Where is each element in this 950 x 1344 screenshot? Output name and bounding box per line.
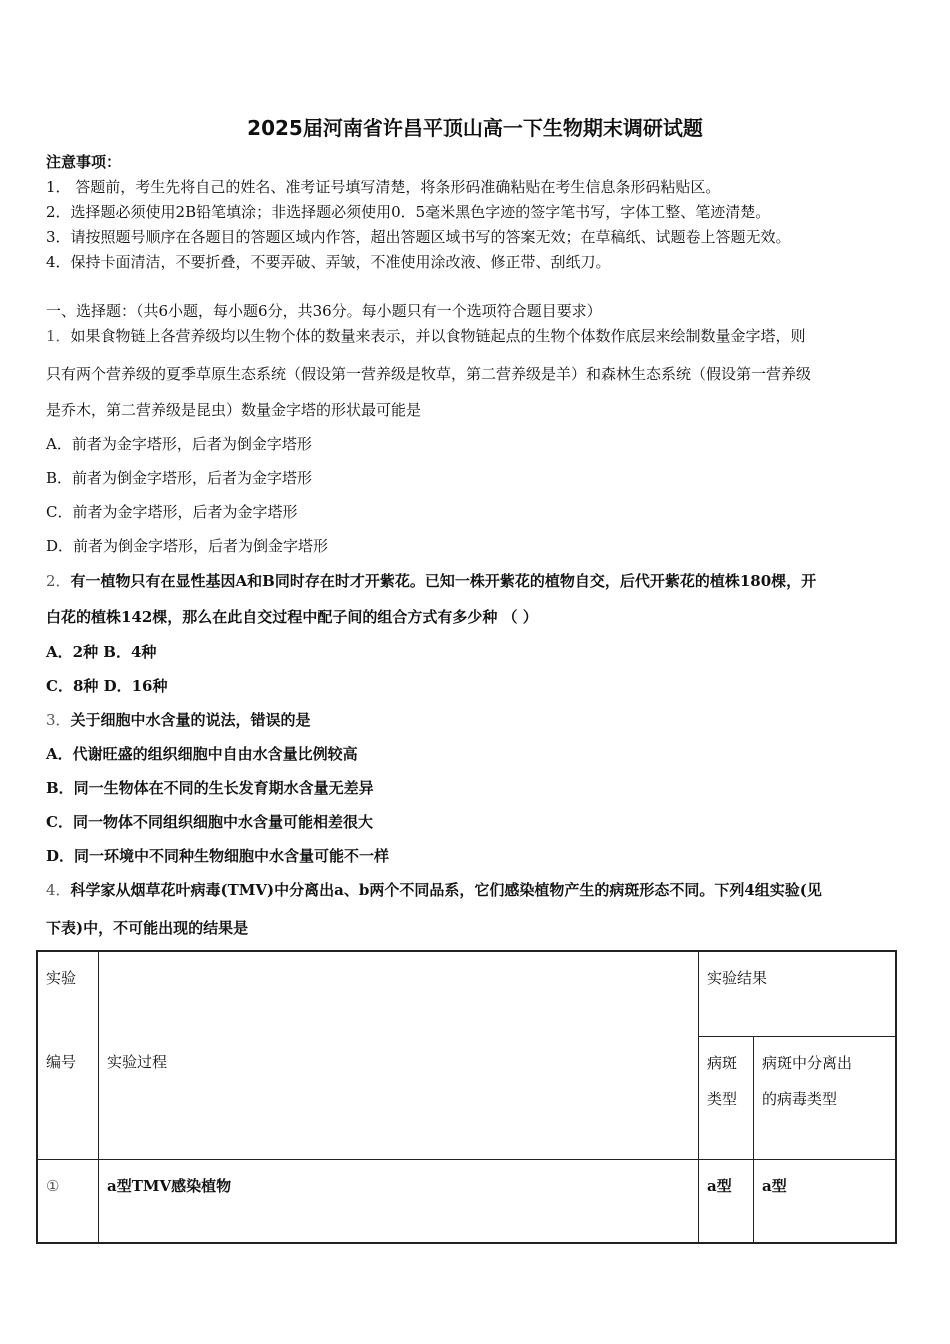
question-number: 2． bbox=[46, 572, 71, 590]
header-virus-type bbox=[754, 1037, 897, 1160]
header-text: 病斑中分离出 bbox=[762, 1054, 853, 1072]
cell-lesion-type: a型 bbox=[699, 1160, 754, 1244]
option: C．前者为金字塔形，后者为金字塔形 bbox=[46, 503, 298, 521]
cell-process: a型TMV感染植物 bbox=[99, 1160, 699, 1244]
header-experiment-process bbox=[99, 951, 699, 1160]
question-4-line bbox=[46, 880, 822, 900]
question-number: 3． bbox=[46, 711, 71, 729]
header-text: 病斑 bbox=[707, 1054, 738, 1072]
question-1-line bbox=[46, 326, 806, 346]
table-row bbox=[37, 1160, 896, 1244]
header-experiment-number bbox=[37, 951, 99, 1160]
question-1-line: 是乔木，第二营养级是昆虫）数量金字塔的形状最可能是 bbox=[46, 401, 422, 419]
header-text: 类型 bbox=[707, 1090, 738, 1108]
question-text: 科学家从烟草花叶病毒(TMV)中分离出a、b两个不同品系，它们感染植物产生的病斑形态不同。下列4组实验(见 bbox=[70, 881, 822, 899]
option: B．同一生物体在不同的生长发育期水含量无差异 bbox=[46, 779, 374, 797]
question-text: 如果食物链上各营养级均以生物个体的数量来表示，并以食物链起点的生物个体数作底层来绘制数量金字塔，则 bbox=[70, 327, 806, 345]
question-3-line bbox=[46, 710, 311, 730]
question-2-line bbox=[46, 571, 816, 591]
header-text: 实验 bbox=[46, 969, 77, 987]
section-heading: 一、选择题：（共6小题，每小题6分，共36分。每小题只有一个选项符合题目要求） bbox=[46, 302, 602, 320]
header-text: 实验过程 bbox=[107, 1053, 168, 1071]
option: A．前者为金字塔形，后者为倒金字塔形 bbox=[46, 435, 312, 453]
option: C．8种 D．16种 bbox=[46, 677, 168, 695]
question-1-line: 只有两个营养级的夏季草原生态系统（假设第一营养级是牧草，第二营养级是羊）和森林生态系统（假设第一营养级 bbox=[46, 365, 812, 383]
option: A．2种 B．4种 bbox=[46, 643, 157, 661]
header-experiment-result: 实验结果 bbox=[699, 951, 897, 1037]
notice-heading: 注意事项： bbox=[46, 153, 122, 171]
option: D．前者为倒金字塔形，后者为倒金字塔形 bbox=[46, 537, 329, 555]
question-text: 有一植物只有在显性基因A和B同时存在时才开紫花。已知一株开紫花的植物自交，后代开紫花的植株180棵，开 bbox=[70, 572, 817, 590]
option: D．同一环境中不同种生物细胞中水含量可能不一样 bbox=[46, 847, 390, 865]
question-2-line: 白花的植株142棵，那么在此自交过程中配子间的组合方式有多少种 （ ） bbox=[46, 608, 538, 626]
page-title: 2025届河南省许昌平顶山高一下生物期末调研试题 bbox=[247, 116, 703, 140]
question-number: 4． bbox=[46, 881, 71, 899]
option: B．前者为倒金字塔形，后者为金字塔形 bbox=[46, 469, 313, 487]
cell-virus-type: a型 bbox=[754, 1160, 897, 1244]
notice-item: 1． 答题前，考生先将自己的姓名、准考证号填写清楚，将条形码准确粘贴在考生信息条形码粘贴区。 bbox=[46, 178, 721, 196]
question-text: 关于细胞中水含量的说法，错误的是 bbox=[70, 711, 311, 729]
experiment-table bbox=[36, 950, 897, 1244]
notice-item: 2．选择题必须使用2B铅笔填涂；非选择题必须使用0．5毫米黑色字迹的签字笔书写，字体工整、笔迹清楚。 bbox=[46, 203, 771, 221]
question-4-line: 下表)中，不可能出现的结果是 bbox=[46, 919, 249, 937]
header-text: 编号 bbox=[46, 1053, 77, 1071]
header-text: 的病毒类型 bbox=[762, 1090, 838, 1108]
header-lesion-type bbox=[699, 1037, 754, 1160]
option: A．代谢旺盛的组织细胞中自由水含量比例较高 bbox=[46, 745, 358, 763]
question-number: 1． bbox=[46, 327, 71, 345]
cell-id: ① bbox=[37, 1160, 99, 1244]
option: C．同一物体不同组织细胞中水含量可能相差很大 bbox=[46, 813, 373, 831]
notice-item: 3．请按照题号顺序在各题目的答题区域内作答，超出答题区域书写的答案无效；在草稿纸、试题卷上答题无效。 bbox=[46, 228, 791, 246]
notice-item: 4．保持卡面清洁，不要折叠，不要弄破、弄皱，不准使用涂改液、修正带、刮纸刀。 bbox=[46, 253, 611, 271]
